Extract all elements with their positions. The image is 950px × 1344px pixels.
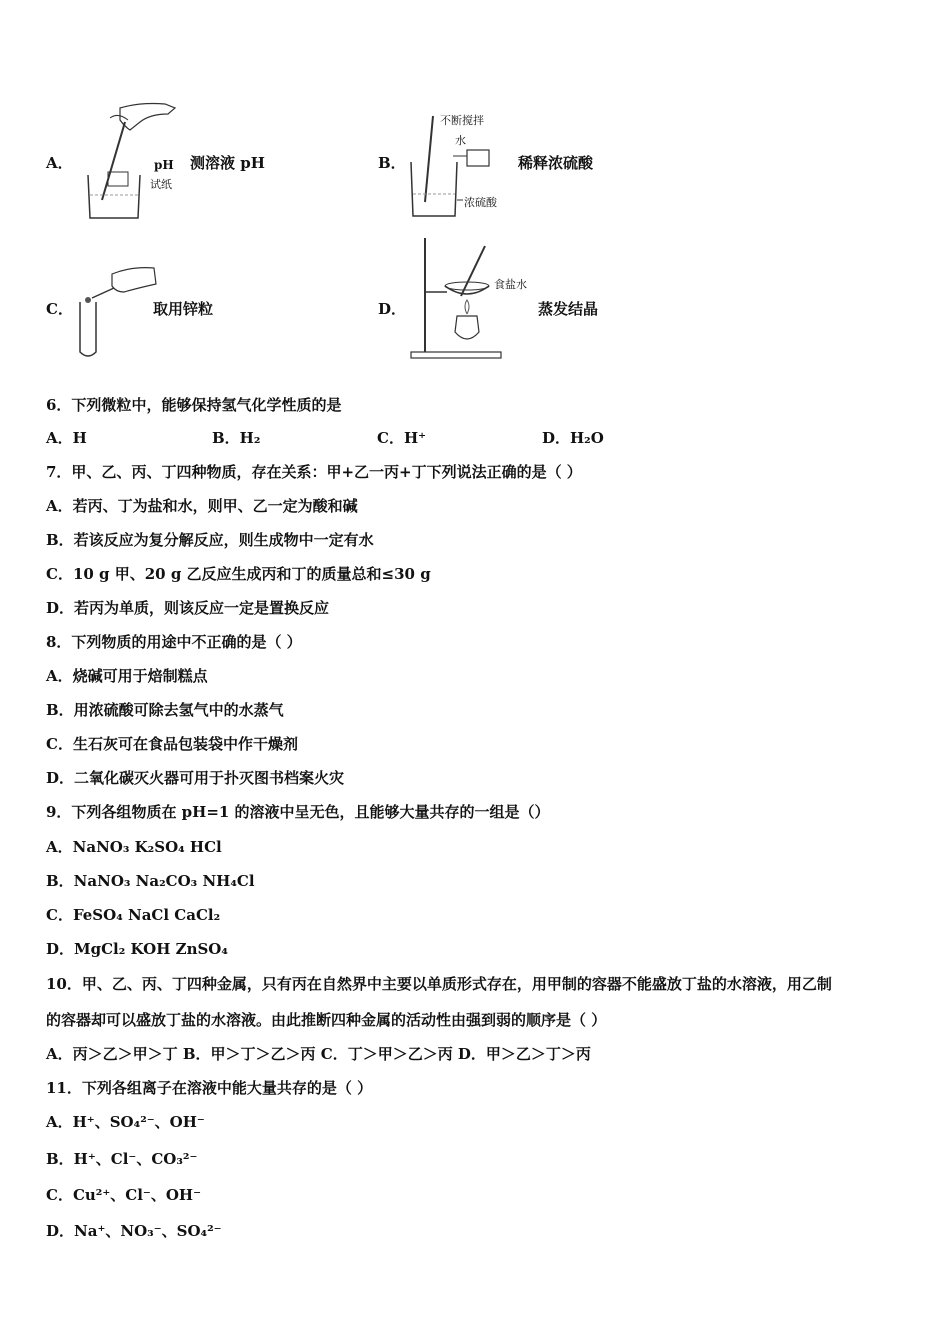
q10-stem-line2: 的容器却可以盛放丁盐的水溶液。由此推断四种金属的活动性由强到弱的顺序是（ ） — [46, 1011, 607, 1029]
salt-water-label: 食盐水 — [494, 278, 527, 291]
q9-option-a: A．NaNO₃ K₂SO₄ HCl — [46, 838, 222, 856]
q6-option-d: D．H₂O — [542, 429, 604, 447]
q6-option-a: A．H — [46, 429, 87, 447]
q6-option-c: C．H⁺ — [377, 429, 427, 447]
q9-option-d: D．MgCl₂ KOH ZnSO₄ — [46, 940, 228, 958]
q10-stem-line1: 10．甲、乙、丙、丁四种金属，只有丙在自然界中主要以单质形式存在，用甲制的容器不能盛放丁盐的水溶液，用乙制 — [46, 975, 832, 993]
q11-option-a: A．H⁺、SO₄²⁻、OH⁻ — [46, 1113, 205, 1131]
q7-option-c: C．10 g 甲、20 g 乙反应生成丙和丁的质量总和≤30 g — [46, 565, 431, 583]
figure-b-caption: 稀释浓硫酸 — [518, 154, 594, 172]
figure-c-caption: 取用锌粒 — [153, 300, 214, 318]
q8-stem: 8．下列物质的用途中不正确的是（ ） — [46, 633, 302, 651]
q7-stem: 7．甲、乙、丙、丁四种物质，存在关系：甲+乙一丙+丁下列说法正确的是（ ） — [46, 463, 582, 481]
stir-label: 不断搅拌 — [440, 114, 484, 127]
q7-option-b: B．若该反应为复分解反应，则生成物中一定有水 — [46, 531, 374, 549]
zinc-granules-illustration — [72, 262, 162, 362]
q8-option-b: B．用浓硫酸可除去氢气中的水蒸气 — [46, 701, 284, 719]
q9-option-b: B．NaNO₃ Na₂CO₃ NH₄Cl — [46, 872, 255, 890]
figure-a-letter: A． — [46, 154, 73, 172]
q7-option-d: D．若丙为单质，则该反应一定是置换反应 — [46, 599, 330, 617]
q11-stem: 11．下列各组离子在溶液中能大量共存的是（ ） — [46, 1079, 373, 1097]
q11-option-b: B．H⁺、Cl⁻、CO₃²⁻ — [46, 1150, 198, 1168]
q11-option-d: D．Na⁺、NO₃⁻、SO₄²⁻ — [46, 1222, 222, 1240]
q6-stem: 6．下列微粒中，能够保持氢气化学性质的是 — [46, 396, 342, 414]
figure-d-caption: 蒸发结晶 — [538, 300, 599, 318]
water-label: 水 — [455, 134, 466, 147]
figure-a-caption: 测溶液 pH — [190, 154, 265, 172]
ph-label: pH — [154, 158, 174, 172]
q8-option-c: C．生石灰可在食品包装袋中作干燥剂 — [46, 735, 298, 753]
q6-option-b: B．H₂ — [212, 429, 261, 447]
concentrated-acid-label: 浓硫酸 — [464, 196, 497, 209]
q10-options: A．丙＞乙＞甲＞丁 B．甲＞丁＞乙＞丙 C．丁＞甲＞乙＞丙 D．甲＞乙＞丁＞丙 — [46, 1045, 591, 1063]
figure-d-letter: D． — [378, 300, 407, 318]
dilution-illustration — [405, 112, 515, 222]
figure-b-letter: B． — [378, 154, 406, 172]
q9-stem: 9．下列各组物质在 pH=1 的溶液中呈无色，且能够大量共存的一组是（） — [46, 803, 550, 821]
figure-c-letter: C． — [46, 300, 73, 318]
q9-option-c: C．FeSO₄ NaCl CaCl₂ — [46, 906, 221, 924]
q7-option-a: A．若丙、丁为盐和水，则甲、乙一定为酸和碱 — [46, 497, 358, 515]
q8-option-a: A．烧碱可用于焙制糕点 — [46, 667, 208, 685]
q8-option-d: D．二氧化碳灭火器可用于扑灭图书档案火灾 — [46, 769, 345, 787]
q11-option-c: C．Cu²⁺、Cl⁻、OH⁻ — [46, 1186, 201, 1204]
test-paper-label: 试纸 — [150, 178, 172, 191]
evaporation-illustration — [405, 234, 515, 362]
